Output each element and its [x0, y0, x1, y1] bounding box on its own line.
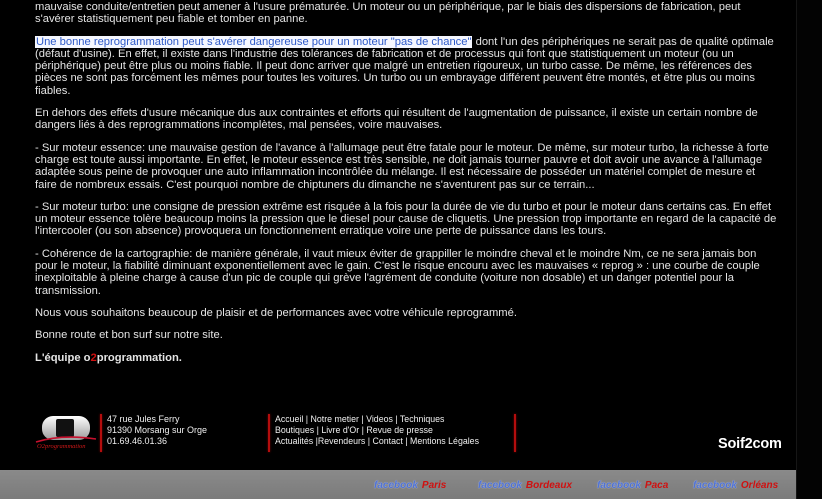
paragraph-line: pour le moteur, la fiabilité diminuant exponentiellement avec le gain. C'est le risque encouru avec les mauvaises « reprog » : une courbe de couple [35, 260, 760, 273]
paragraph-line: En dehors des effets d'usure mécanique dus aux contraintes et efforts qui résultent de l'augmentation de puissance, il existe un certain nombre de [35, 107, 758, 120]
paragraph-line: inexploitable à pleine charge à cause d'un pic de couple qui grève l'agrément de conduite (voiture non dosable) et un danger potentiel pour la [35, 272, 734, 285]
paragraph-line: l'intercooler (ou son absence) provoquera un fonctionnement erratique voire une perte de puissance dans les tours. [35, 225, 607, 238]
nav-link-notre-metier[interactable]: Notre metier [310, 414, 359, 424]
paragraph-line: fiables. [35, 84, 71, 97]
address-city: 91390 Morsang sur Orge [107, 425, 208, 435]
paragraph-line: Nous vous souhaitons beaucoup de plaisir et de performances avec votre véhicule reprogrammé. [35, 306, 517, 319]
paragraph-line: - Cohérence de la cartographie: de manière générale, il vaut mieux éviter de grappiller le moindre cheval et le moindre Nm, ce ne sera jamais bon [35, 247, 757, 260]
nav-separator: | [392, 414, 400, 424]
right-gutter [796, 0, 822, 499]
logo-brand-text: O2programmation [37, 443, 86, 450]
facebook-wordmark: facebook [478, 480, 522, 491]
facebook-wordmark: facebook [597, 480, 641, 491]
paragraph [35, 307, 787, 319]
article-body [35, 1, 787, 364]
footer-nav-row [275, 425, 479, 436]
footer-nav [275, 414, 479, 447]
facebook-link-paca[interactable] [597, 480, 668, 492]
paragraph [35, 142, 787, 191]
paragraph-line [35, 36, 787, 48]
paragraph-line: périphérique) peut être plus ou moins fiable. Il peut donc arriver que malgré un entretien rigoureux, un turbo casse. De même, les références des [35, 60, 753, 73]
facebook-link-bordeaux[interactable] [478, 480, 572, 492]
paragraph [35, 329, 787, 341]
paragraph [35, 201, 787, 238]
signature-suffix: programmation. [96, 351, 182, 364]
logo-black-square [56, 419, 74, 437]
nav-link-revue-de-presse[interactable]: Revue de presse [366, 425, 433, 435]
facebook-link-orleans[interactable] [693, 480, 778, 492]
footer-divider [100, 414, 102, 452]
facebook-city-label: Paris [421, 480, 447, 491]
signature-accent-digit: 2 [90, 351, 97, 364]
highlighted-link[interactable]: Une bonne reprogrammation peut s'avérer dangereuse pour un moteur "pas de chance" [36, 35, 472, 48]
paragraph [35, 1, 787, 26]
address-street: 47 rue Jules Ferry [107, 414, 180, 424]
paragraph-line: transmission. [35, 284, 101, 297]
paragraph-line: - Sur moteur turbo: une consigne de pression extrême est risquée à la fois pour la durée de vie du turbo et pour le moteur dans certains cas. En effet [35, 200, 772, 213]
paragraph [35, 248, 787, 297]
logo-graphic [34, 411, 98, 453]
signature-prefix: L'équipe o [35, 351, 91, 364]
nav-link-livre-d-or[interactable]: Livre d'Or [321, 425, 360, 435]
paragraph-line: dangers liés à des reprogrammations incomplètes, mal pensées, voire mauvaises. [35, 119, 443, 132]
nav-separator: | [314, 425, 322, 435]
facebook-wordmark: facebook [374, 480, 418, 491]
facebook-city-label: Orléans [740, 480, 779, 491]
nav-separator: | [365, 436, 373, 446]
paragraph [35, 36, 787, 97]
nav-link-videos[interactable]: Videos [366, 414, 393, 424]
nav-link-mentions-legales[interactable]: Mentions Légales [410, 436, 479, 446]
paragraph-line: un moteur essence tolère beaucoup moins la pression que le diesel pour cause de cliquetis. Une pression trop importante en regard de la capacité de [35, 213, 777, 226]
facebook-city-label: Bordeaux [525, 480, 573, 491]
paragraph [35, 107, 787, 132]
footer-divider [514, 414, 516, 452]
nav-link-contact[interactable]: Contact [372, 436, 403, 446]
nav-link-accueil[interactable]: Accueil [275, 414, 304, 424]
facebook-city-label: Paca [644, 480, 669, 491]
paragraph-line: charge est toute aussi importante. En effet, le moteur essence est très sensible, ne doit jamais tourner pauvre et doit avoir une avance à l'allumage [35, 153, 763, 166]
paragraph-line: - Sur moteur essence: une mauvaise gestion de l'avance à l'allumage peut être fatale pour le moteur. De même, sur moteur turbo, la richesse à forte [35, 141, 769, 154]
nav-separator: | [303, 414, 311, 424]
footer-address [107, 414, 207, 447]
paragraph-line: mauvaise conduite/entretien peut amener à l'usure prématurée. Un moteur ou un périphérique, par le biais des dispersions de fabrication, peut [35, 1, 741, 13]
footer-nav-row [275, 436, 479, 447]
footer-nav-row [275, 414, 479, 425]
paragraph-line: faire de nombreux essais. C'est pourquoi nombre de chiptuners du dimanche ne s'aventurent pas sur ce terrain... [35, 178, 595, 191]
paragraph-line: pièces ne sont pas forcément les mêmes pour toutes les voitures. Un turbo ou un embrayage différent peuvent être montés, et être plus ou moins [35, 72, 755, 85]
nav-separator: | [402, 436, 411, 446]
nav-link-boutiques[interactable]: Boutiques [275, 425, 315, 435]
nav-separator: | [358, 414, 367, 424]
address-phone: 01.69.46.01.36 [107, 436, 168, 446]
footer-divider [268, 414, 270, 452]
nav-link-revendeurs[interactable]: Revendeurs [317, 436, 366, 446]
nav-link-techniques[interactable]: Techniques [399, 414, 445, 424]
facebook-wordmark: facebook [693, 480, 737, 491]
nav-separator: | [359, 425, 367, 435]
paragraph-line-text: dont l'un des périphériques ne serait pas de qualité optimale [472, 35, 774, 48]
nav-link-actualites[interactable]: Actualités [275, 436, 314, 446]
nav-separator: | [313, 436, 318, 446]
facebook-link-paris[interactable] [374, 480, 446, 492]
paragraph-line: s'avérer statistiquement peu fiable et tomber en panne. [35, 13, 308, 26]
o2programmation-logo[interactable] [34, 411, 98, 453]
paragraph-line: Bonne route et bon surf sur notre site. [35, 329, 223, 342]
social-bar [0, 470, 796, 499]
signature [35, 352, 787, 364]
paragraph-line: adaptée sous peine de provoquer une auto inflammation incontrôlée du mélange. Il est nécessaire de posséder un matériel complet de mesure et [35, 166, 756, 179]
soif2com-logo[interactable]: Soif2com [718, 436, 782, 452]
paragraph-line: (défaut d'usine). En effet, il existe dans l'industrie des tolérances de fabrication et de processus qui font que statistiquement un moteur (ou un [35, 47, 734, 60]
